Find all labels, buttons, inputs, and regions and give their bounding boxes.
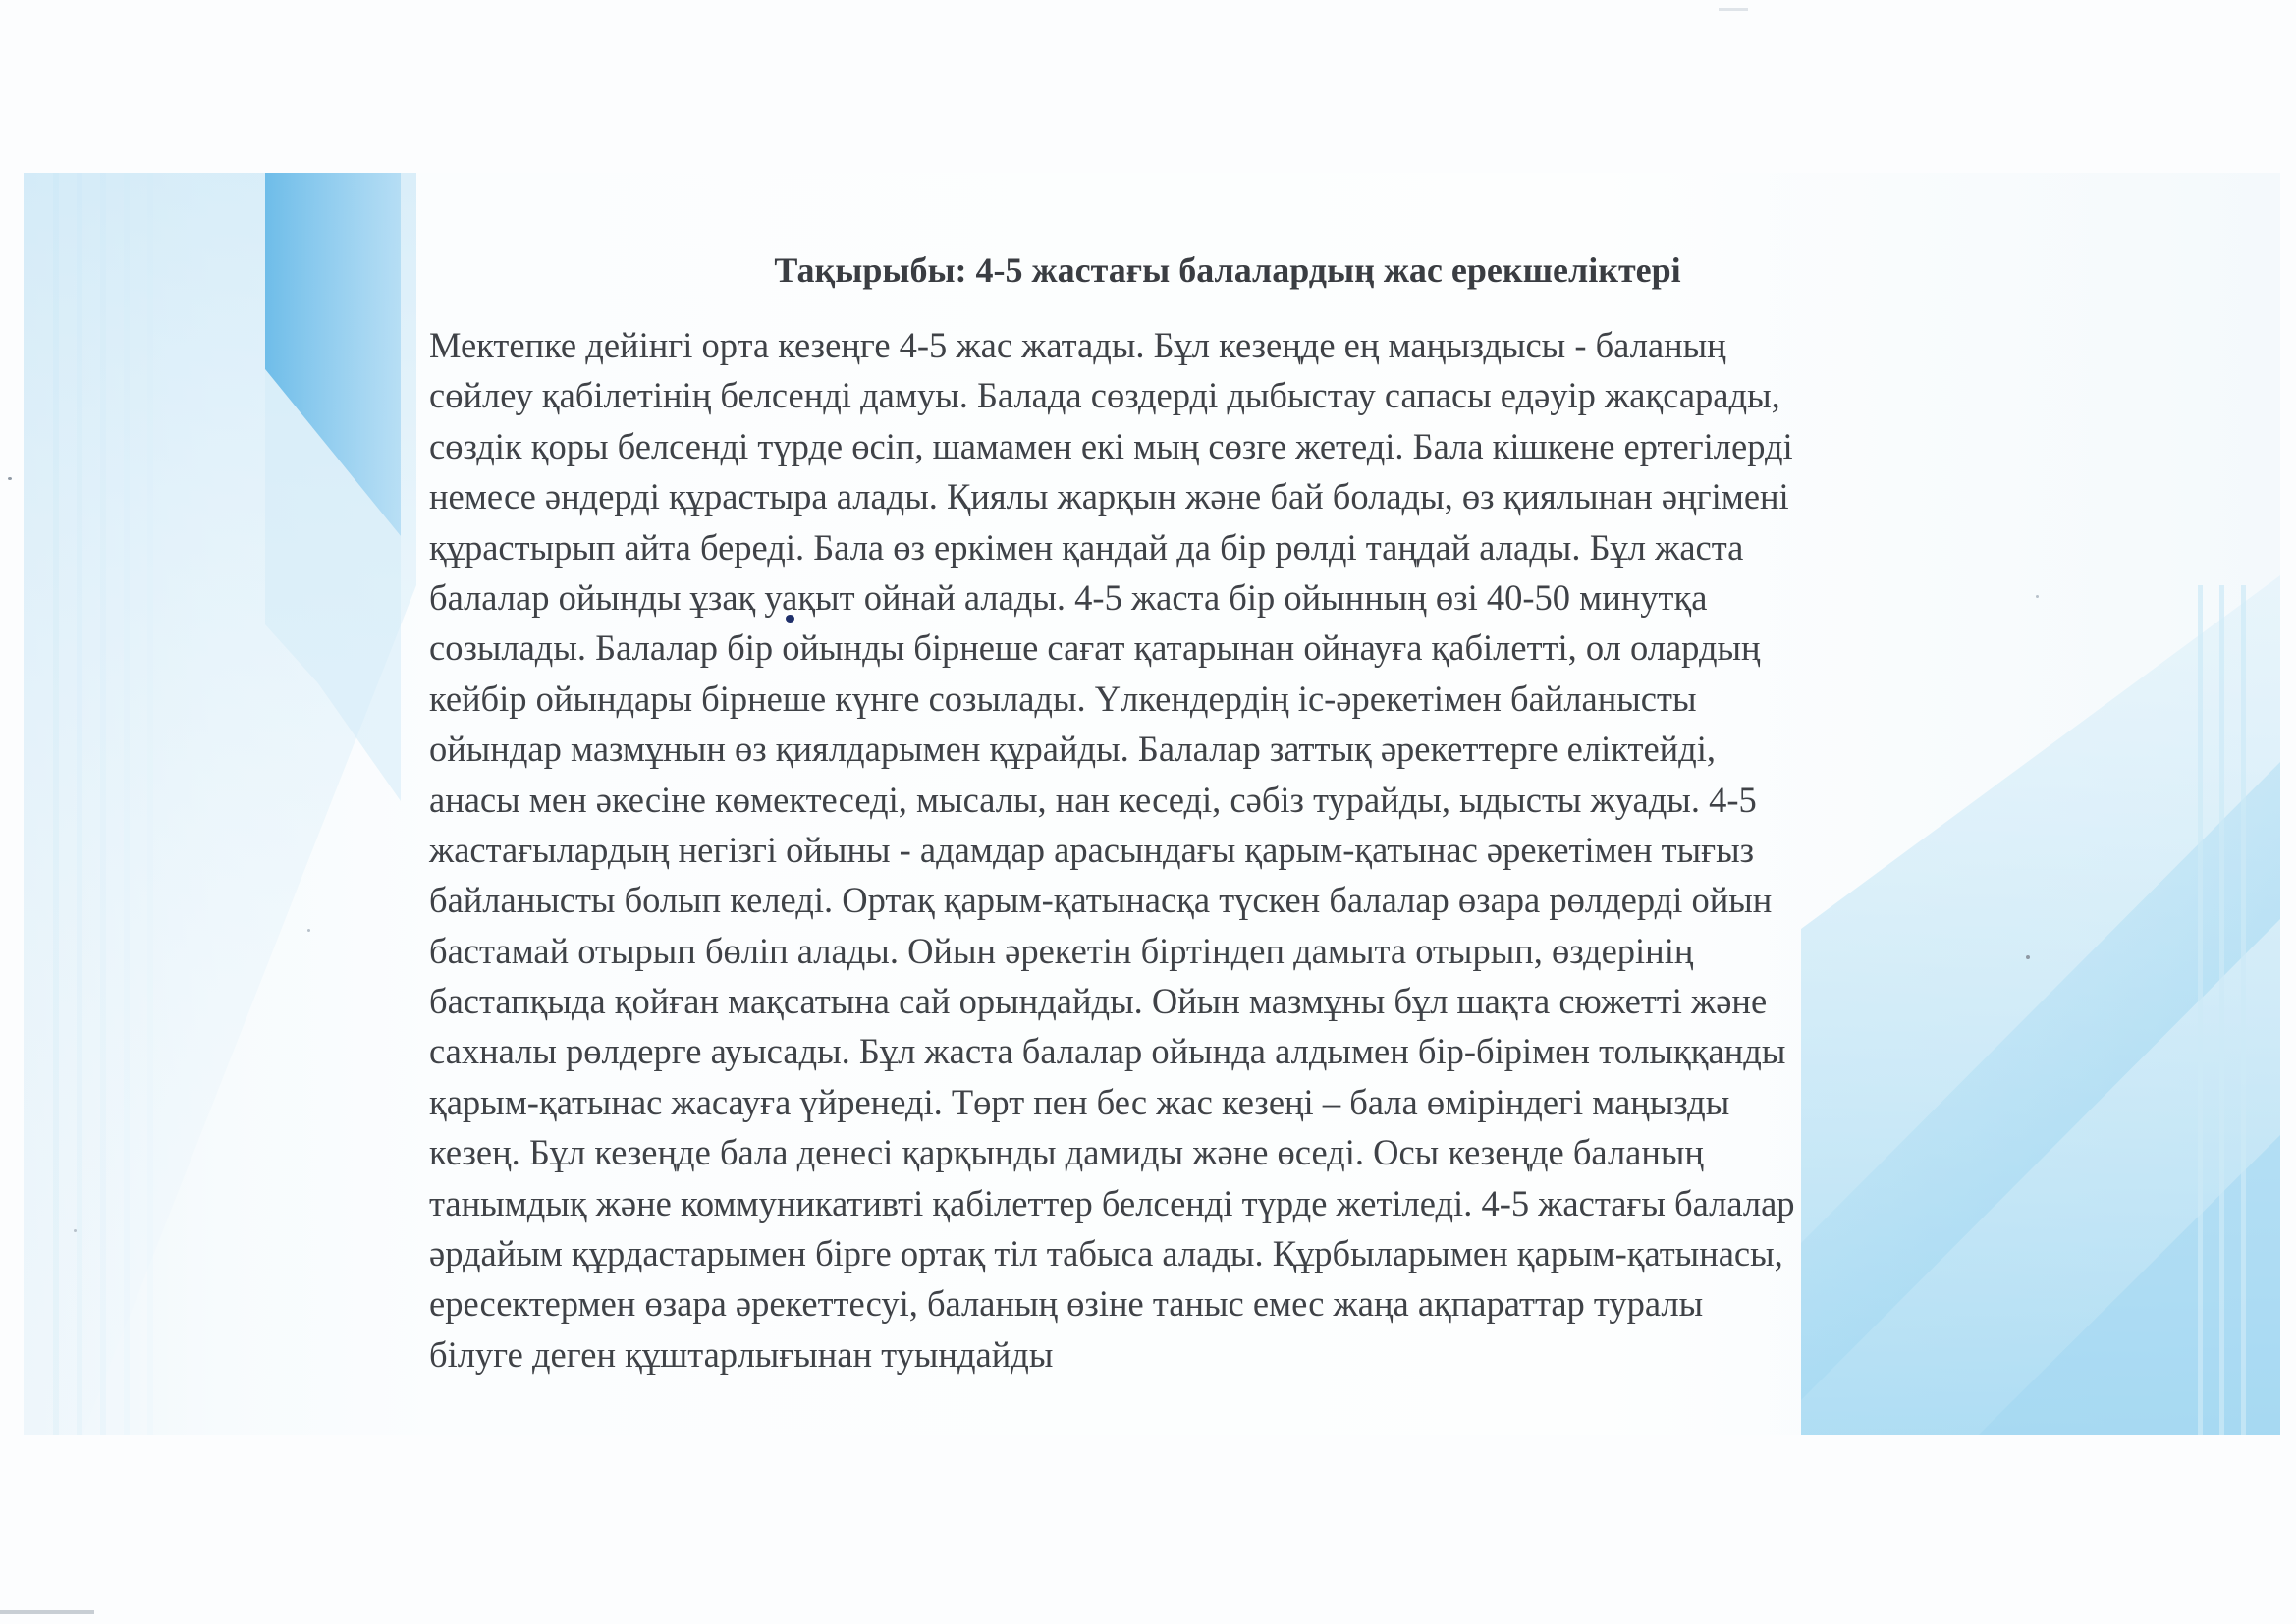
body-line: сахналы рөлдерге ауысады. Бұл жаста балалар ойында алдымен бір-бірімен толыққанды — [429, 1031, 1786, 1072]
body-line: бастапқыда қойған мақсатына сай орындайды. Ойын мазмұны бұл шақта сюжетті және — [429, 981, 1768, 1022]
scan-speck — [74, 1229, 77, 1232]
scan-speck — [307, 929, 310, 932]
document-title: Тақырыбы: 4-5 жастағы балалардың жас ерекшеліктері — [774, 250, 1681, 290]
body-line: ересектермен өзара әрекеттесуі, баланың өзіне таныс емес жаңа ақпараттар туралы — [429, 1283, 1704, 1325]
body-line: сөйлеу қабілетінің белсенді дамуы. Балада сөздерді дыбыстау сапасы едәуір жақсарады, — [429, 375, 1780, 416]
body-line: танымдық және коммуникативті қабілеттер белсенді түрде жетіледі. 4-5 жастағы балалар — [429, 1182, 1795, 1223]
body-line: құрастырып айта береді. Бала өз еркімен қандай да бір рөлді таңдай алады. Бұл жаста — [429, 526, 1744, 568]
body-line: жастағылардың негізгі ойыны - адамдар арасындағы қарым-қатынас әрекетімен тығыз — [429, 829, 1755, 870]
body-line: созылады. Балалар бір ойынды бірнеше сағат қатарынан ойнауға қабілетті, ол олардың — [429, 627, 1761, 669]
body-line: анасы мен әкесіне көмектеседі, мысалы, нан кеседі, сәбіз турайды, ыдысты жуады. 4-5 — [429, 779, 1757, 820]
body-line: ойындар мазмұнын өз қиялдарымен құрайды. Балалар заттық әрекеттерге еліктейді, — [429, 729, 1717, 770]
body-line: сөздік қоры белсенді түрде өсіп, шамамен екі мың сөзге жетеді. Бала кішкене ертегілерді — [429, 425, 1793, 466]
scan-edge-mark — [0, 1610, 94, 1614]
body-line: байланысты болып келеді. Ортақ қарым-қатынасқа түскен балалар өзара рөлдерді ойын — [429, 880, 1773, 921]
scan-speck — [8, 477, 12, 480]
body-line: әрдайым құрдастарымен бірге ортақ тіл табыса алады. Құрбыларымен қарым-қатынасы, — [429, 1233, 1783, 1274]
document-body — [429, 320, 2059, 1380]
body-line: бастамай отырып бөліп алады. Ойын әрекетін біртіндеп дамыта отырып, өздерінің — [429, 930, 1694, 971]
body-line: Мектепке дейінгі орта кезеңге 4-5 жас жатады. Бұл кезеңде ең маңыздысы - баланың — [429, 325, 1726, 365]
body-line: балалар ойынды ұзақ уақыт ойнай алады. 4-5 жаста бір ойынның өзі 40-50 минутқа — [429, 576, 1708, 618]
body-line: кезең. Бұл кезеңде бала денесі қарқынды дамиды және өседі. Осы кезеңде баланың — [429, 1132, 1704, 1173]
body-line: білуге деген құштарлығынан туындайды — [429, 1333, 1054, 1375]
body-line: қарым-қатынас жасауға үйренеді. Төрт пен бес жас кезеңі – бала өміріндегі маңызды — [429, 1081, 1730, 1122]
body-line: кейбір ойындары бірнеше күнге созылады. Үлкендердің іс-әрекетімен байланысты — [429, 677, 1697, 719]
body-line: немесе әндерді құрастыра алады. Қиялы жарқын және бай болады, өз қиялынан әңгімені — [429, 476, 1789, 517]
scan-edge-mark — [1719, 8, 1748, 11]
